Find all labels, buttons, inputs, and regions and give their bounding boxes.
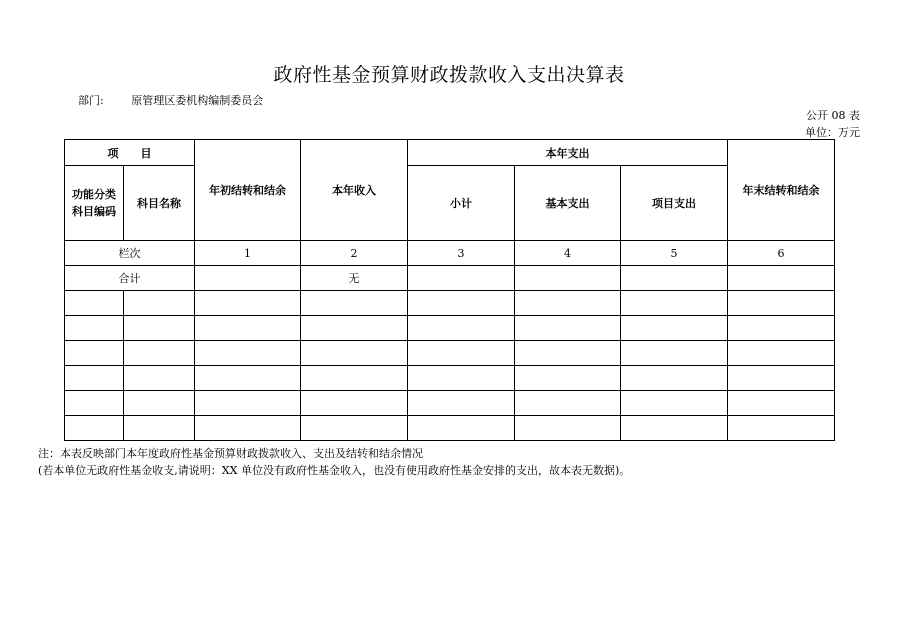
column-index-3: 3 bbox=[408, 241, 515, 266]
department-line bbox=[78, 92, 263, 108]
table-cell bbox=[515, 316, 621, 341]
table-row bbox=[65, 416, 835, 441]
table-cell bbox=[301, 291, 408, 316]
table-cell bbox=[124, 391, 195, 416]
table-row bbox=[65, 366, 835, 391]
table-cell bbox=[195, 291, 301, 316]
table-cell bbox=[408, 316, 515, 341]
total-row bbox=[65, 266, 835, 291]
table-cell bbox=[515, 366, 621, 391]
table-cell bbox=[195, 391, 301, 416]
total-opening-balance bbox=[195, 266, 301, 291]
table-cell bbox=[728, 391, 835, 416]
total-label: 合计 bbox=[65, 266, 195, 291]
table-cell bbox=[408, 391, 515, 416]
column-index-row bbox=[65, 241, 835, 266]
table-cell bbox=[124, 341, 195, 366]
header-item: 项 目 bbox=[65, 140, 195, 166]
header-func-code-line2: 科目编码 bbox=[72, 205, 116, 218]
department-label: 部门: bbox=[78, 94, 104, 107]
header-func-code-line1: 功能分类 bbox=[72, 188, 116, 201]
total-project-expense bbox=[621, 266, 728, 291]
table-cell bbox=[65, 416, 124, 441]
column-index-5: 5 bbox=[621, 241, 728, 266]
table-cell bbox=[728, 291, 835, 316]
header-func-code bbox=[65, 166, 124, 241]
form-code: 公开 08 表 bbox=[806, 109, 860, 122]
table-row bbox=[65, 291, 835, 316]
table-cell bbox=[728, 366, 835, 391]
header-current-income: 本年收入 bbox=[301, 140, 408, 241]
table-cell bbox=[408, 366, 515, 391]
total-current-income: 无 bbox=[301, 266, 408, 291]
table-cell bbox=[728, 316, 835, 341]
header-current-expense: 本年支出 bbox=[408, 140, 728, 166]
column-index-6: 6 bbox=[728, 241, 835, 266]
page-title: 政府性基金预算财政拨款收入支出决算表 bbox=[273, 64, 625, 86]
table-cell bbox=[515, 391, 621, 416]
header-subject-name: 科目名称 bbox=[124, 166, 195, 241]
table-cell bbox=[124, 416, 195, 441]
total-basic-expense bbox=[515, 266, 621, 291]
table-cell bbox=[621, 341, 728, 366]
table-cell bbox=[65, 291, 124, 316]
total-subtotal bbox=[408, 266, 515, 291]
table-row bbox=[65, 391, 835, 416]
table-cell bbox=[195, 366, 301, 391]
table-row bbox=[65, 341, 835, 366]
table-cell bbox=[124, 366, 195, 391]
table-cell bbox=[408, 291, 515, 316]
note-line-2: (若本单位无政府性基金收支,请说明：XX 单位没有政府性基金收入，也没有使用政府性基金安排的支出，故本表无数据)。 bbox=[38, 464, 631, 477]
table-cell bbox=[65, 341, 124, 366]
table-cell bbox=[621, 291, 728, 316]
table-cell bbox=[515, 341, 621, 366]
table-cell bbox=[301, 391, 408, 416]
budget-table bbox=[64, 139, 835, 441]
table-cell bbox=[621, 391, 728, 416]
table-cell bbox=[124, 291, 195, 316]
table-cell bbox=[301, 366, 408, 391]
table-cell bbox=[515, 291, 621, 316]
note-line-1: 注：本表反映部门本年度政府性基金预算财政拨款收入、支出及结转和结余情况 bbox=[38, 447, 423, 460]
column-index-label: 栏次 bbox=[65, 241, 195, 266]
table-cell bbox=[65, 366, 124, 391]
table-cell bbox=[301, 316, 408, 341]
table-cell bbox=[408, 341, 515, 366]
table-row bbox=[65, 316, 835, 341]
table-cell bbox=[408, 416, 515, 441]
unit-label: 单位：万元 bbox=[805, 126, 860, 139]
table-cell bbox=[621, 316, 728, 341]
header-subtotal: 小计 bbox=[408, 166, 515, 241]
column-index-2: 2 bbox=[301, 241, 408, 266]
table-cell bbox=[65, 316, 124, 341]
table-cell bbox=[124, 316, 195, 341]
table-cell bbox=[621, 366, 728, 391]
table-cell bbox=[301, 341, 408, 366]
table-cell bbox=[195, 316, 301, 341]
total-closing-balance bbox=[728, 266, 835, 291]
header-project-expense: 项目支出 bbox=[621, 166, 728, 241]
table-cell bbox=[728, 341, 835, 366]
table-cell bbox=[301, 416, 408, 441]
header-opening-balance: 年初结转和结余 bbox=[195, 140, 301, 241]
header-basic-expense: 基本支出 bbox=[515, 166, 621, 241]
department-name: 原管理区委机构编制委员会 bbox=[131, 94, 264, 107]
table-cell bbox=[195, 416, 301, 441]
column-index-1: 1 bbox=[195, 241, 301, 266]
table-cell bbox=[621, 416, 728, 441]
table-cell bbox=[515, 416, 621, 441]
table-cell bbox=[728, 416, 835, 441]
table-cell bbox=[65, 391, 124, 416]
header-closing-balance: 年末结转和结余 bbox=[728, 140, 835, 241]
column-index-4: 4 bbox=[515, 241, 621, 266]
table-cell bbox=[195, 341, 301, 366]
